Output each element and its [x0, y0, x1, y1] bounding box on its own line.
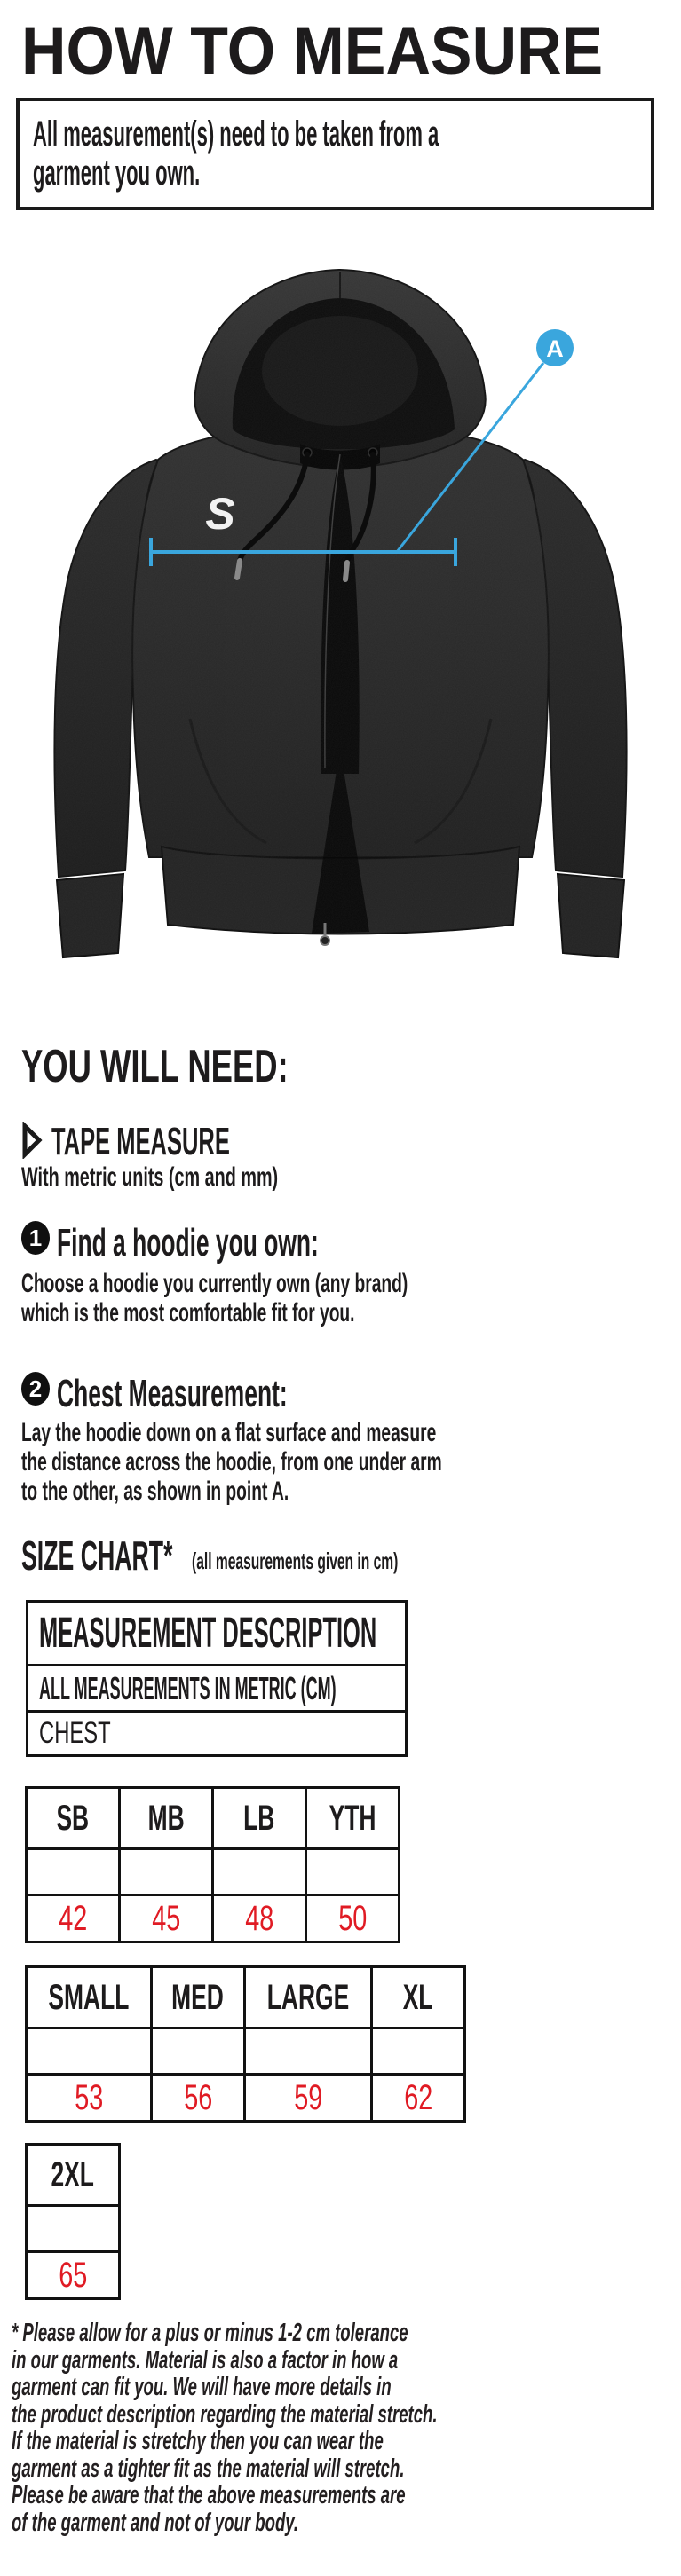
measurement-description-table: [26, 1600, 408, 1757]
step-1-title: Find a hoodie you own:: [57, 1221, 319, 1264]
size-header-row: [27, 1967, 465, 2029]
empty-cell: [27, 1849, 120, 1895]
cell: YTH: [306, 1788, 400, 1849]
size-header-row: [27, 2145, 120, 2206]
tolerance-footnote: * Please allow for a plus or minus 1-2 cm tolerance in our garments. Material is also a factor in how a garment can fit you. We will have more details in the product description regarding the material stretch. If the material is stretchy then you can wear the garment as a tighter fit as the material will stretch. Please be aware that the above measurements are of the garment and not of your body.: [12, 2319, 438, 2537]
point-a-label: A: [546, 335, 564, 362]
hoodie-measurement-diagram: [0, 222, 681, 972]
cell: 45: [120, 1895, 213, 1942]
notice-box: [16, 98, 654, 210]
tape-measure-icon: [21, 1122, 43, 1159]
step-1-badge: 1: [21, 1221, 50, 1255]
size-header-row: [27, 1788, 400, 1849]
value-row: [27, 2075, 465, 2122]
cell: 48: [213, 1895, 306, 1942]
size-table-adult: [25, 1965, 466, 2123]
size-chart-heading: SIZE CHART*: [21, 1532, 173, 1579]
value-row: [27, 2252, 120, 2299]
empty-cell: [371, 2029, 464, 2075]
notice-text: All measurement(s) need to be taken from a garment you own.: [33, 114, 439, 193]
cell: 59: [244, 2075, 371, 2122]
you-will-need-heading: YOU WILL NEED:: [21, 1041, 289, 1092]
empty-cell: [27, 2206, 120, 2252]
cell: SMALL: [27, 1967, 152, 2029]
value-row: [27, 1895, 400, 1942]
cell: 65: [27, 2252, 120, 2299]
cell: 42: [27, 1895, 120, 1942]
cell: 56: [151, 2075, 244, 2122]
size-chart-annotation: (all measurements given in cm): [192, 1548, 399, 1574]
cell: MED: [151, 1967, 244, 2029]
cell: LARGE: [244, 1967, 371, 2029]
empty-cell: [151, 2029, 244, 2075]
empty-row: [27, 2029, 465, 2075]
size-table-junior: [25, 1786, 400, 1943]
cell: LB: [213, 1788, 306, 1849]
cell: 62: [371, 2075, 464, 2122]
step-2-title: Chest Measurement:: [57, 1372, 288, 1415]
cell: MB: [120, 1788, 213, 1849]
empty-row: [27, 2206, 120, 2252]
empty-cell: [244, 2029, 371, 2075]
size-table-2xl: [25, 2143, 121, 2300]
step-1-description: Choose a hoodie you currently own (any brand) which is the most comfortable fit for you.: [21, 1269, 408, 1327]
cell: 53: [27, 2075, 152, 2122]
empty-cell: [120, 1849, 213, 1895]
cell: 2XL: [27, 2145, 120, 2206]
empty-cell: [213, 1849, 306, 1895]
description-row-units: ALL MEASUREMENTS IN METRIC (CM): [28, 1666, 405, 1713]
step-2-badge: 2: [21, 1372, 50, 1406]
brand-logo: S: [205, 489, 235, 539]
empty-cell: [27, 2029, 152, 2075]
empty-cell: [306, 1849, 400, 1895]
step-2-description: Lay the hoodie down on a flat surface and measure the distance across the hoodie, from one under arm to the other, as shown in point A.: [21, 1418, 442, 1506]
empty-row: [27, 1849, 400, 1895]
description-row-chest: CHEST: [39, 1716, 111, 1750]
page-title: HOW TO MEASURE: [21, 13, 604, 89]
tool-name: TAPE MEASURE: [51, 1120, 230, 1163]
cell: XL: [371, 1967, 464, 2029]
tool-note: With metric units (cm and mm): [21, 1162, 279, 1192]
description-row-title: MEASUREMENT DESCRIPTION: [28, 1603, 405, 1666]
cell: SB: [27, 1788, 120, 1849]
cell: 50: [306, 1895, 400, 1942]
